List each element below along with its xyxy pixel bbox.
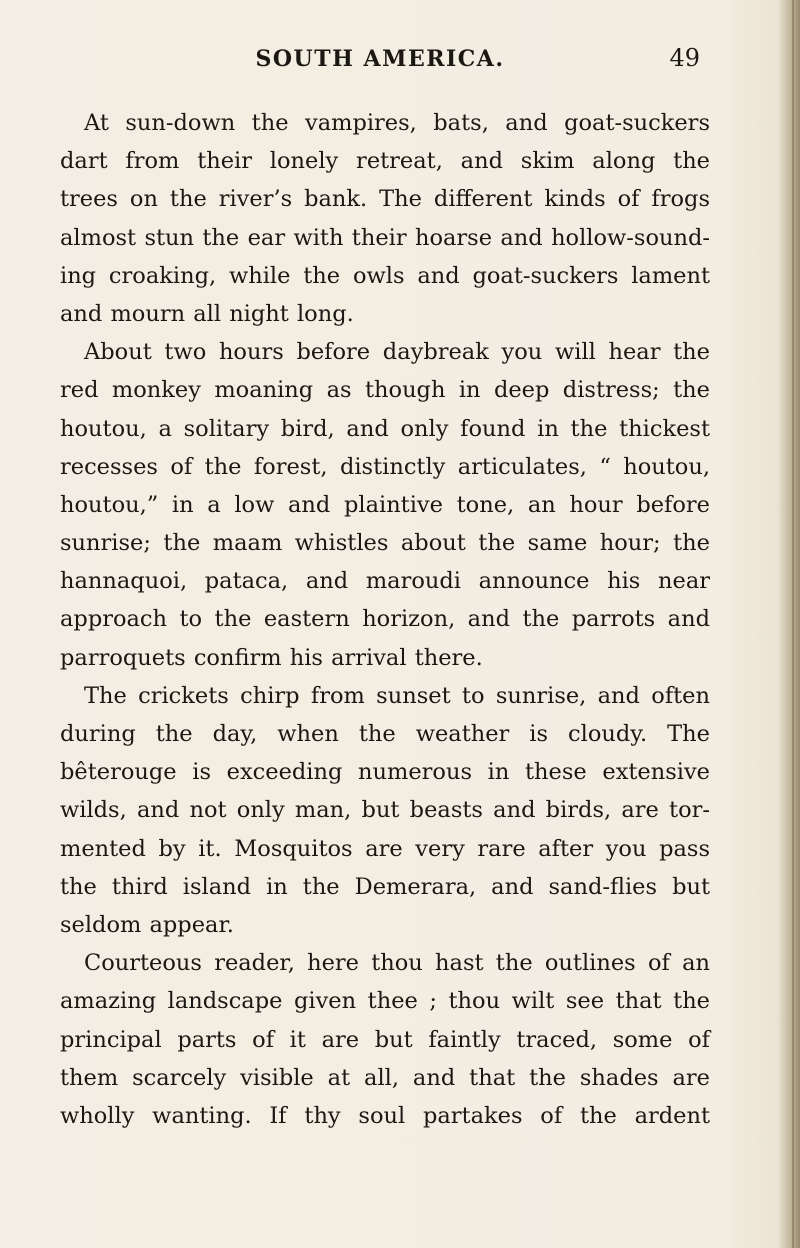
- text-line: seldom appear.: [60, 911, 234, 938]
- page-header: [60, 42, 700, 82]
- text-line: and mourn all night long.: [60, 300, 354, 327]
- text-line: principal parts of it are but faintly traced, some of: [60, 1026, 710, 1053]
- text-line: wholly wanting. If thy soul partakes of the ardent: [60, 1102, 710, 1129]
- page-edge-shadow: [778, 0, 800, 1248]
- text-line: during the day, when the weather is cloudy. The: [60, 721, 710, 747]
- text-line: bêterouge is exceeding numerous in these extensive: [60, 759, 710, 786]
- text-line: houtou, a solitary bird, and only found in the thickest: [60, 415, 710, 442]
- text-line: Courteous reader, here thou hast the outlines of an: [84, 950, 710, 977]
- text-line: The crickets chirp from sunset to sunrise, and often: [84, 682, 710, 709]
- text-line: About two hours before daybreak you will hear the: [84, 339, 710, 366]
- text-line: ing croaking, while the owls and goat-suckers lament: [60, 262, 710, 289]
- text-line: the third island in the Demerara, and sand-flies but: [60, 873, 710, 900]
- text-line: mented by it. Mosquitos are very rare after you pass: [60, 835, 710, 862]
- text-line: houtou,” in a low and plaintive tone, an hour before: [60, 491, 710, 518]
- page-edge-line: [792, 0, 794, 1248]
- text-line: hannaquoi, pataca, and maroudi announce his near: [60, 568, 710, 595]
- text-line: At sun-down the vampires, bats, and goat-suckers: [84, 110, 710, 136]
- text-line: recesses of the forest, distinctly articulates, “ houtou,: [60, 453, 710, 480]
- text-line: them scarcely visible at all, and that the shades are: [60, 1064, 710, 1091]
- page-number: 49: [669, 44, 700, 72]
- text-line: red monkey moaning as though in deep distress; the: [60, 377, 710, 404]
- text-line: trees on the river’s bank. The different kinds of frogs: [60, 186, 710, 213]
- text-line: approach to the eastern horizon, and the parrots and: [60, 606, 710, 633]
- body-text: [60, 104, 710, 1135]
- running-head: SOUTH AMERICA.: [255, 46, 505, 72]
- text-line: parroquets confirm his arrival there.: [60, 644, 483, 671]
- text-line: amazing landscape given thee ; thou wilt see that the: [60, 988, 710, 1015]
- text-line: dart from their lonely retreat, and skim along the: [60, 148, 710, 175]
- text-line: sunrise; the maam whistles about the same hour; the: [60, 530, 710, 557]
- text-line: almost stun the ear with their hoarse and hollow-sound-: [60, 224, 710, 251]
- text-line: wilds, and not only man, but beasts and birds, are tor-: [60, 797, 710, 824]
